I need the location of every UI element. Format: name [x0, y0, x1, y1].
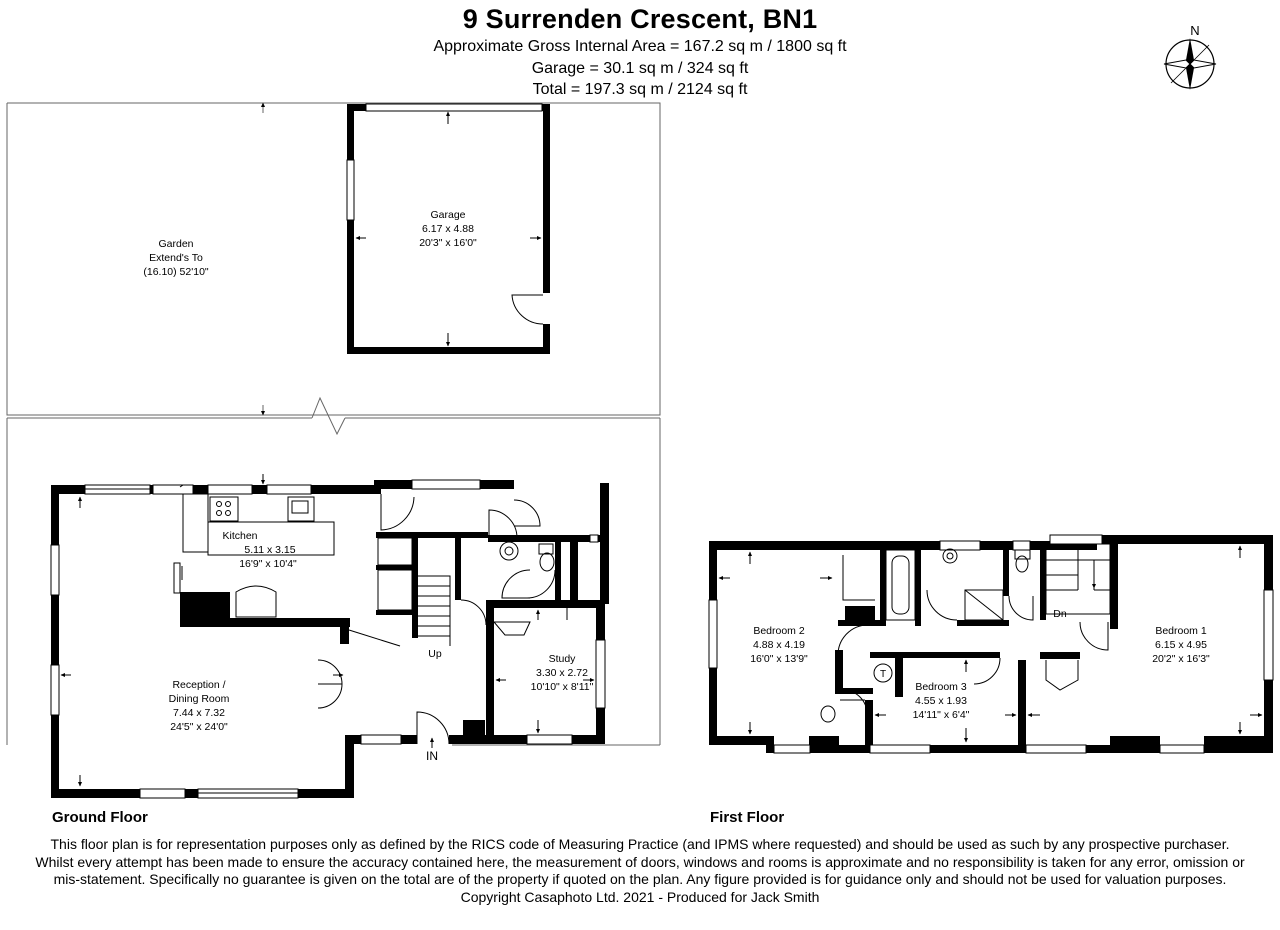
stairs-up-label: Up — [428, 648, 442, 660]
bedroom2-label — [750, 625, 808, 665]
first-floor-label: First Floor — [710, 809, 785, 826]
garden-outline — [7, 103, 660, 745]
study-imperial: 10'10" x 8'11" — [530, 681, 594, 693]
disclaimer — [30, 836, 1250, 906]
bedroom3-metric: 4.55 x 1.93 — [915, 695, 967, 707]
total-area: Total = 197.3 sq m / 2124 sq ft — [532, 81, 748, 98]
bedroom2-metric: 4.88 x 4.19 — [753, 639, 805, 651]
garden-extent-value: (16.10) 52'10" — [143, 266, 209, 278]
reception-imperial: 24'5" x 24'0" — [170, 721, 228, 733]
reception-name: Reception / — [172, 679, 226, 691]
reception-metric: 7.44 x 7.32 — [173, 707, 225, 719]
compass-north-label: N — [1190, 23, 1200, 38]
kitchen-name: Kitchen — [222, 530, 258, 542]
ground-floor-label: Ground Floor — [52, 809, 148, 826]
ground-floor-fittings — [85, 485, 555, 793]
reception-name-line2: Dining Room — [168, 693, 230, 705]
garage-name: Garage — [430, 209, 466, 221]
garden-name: Garden — [158, 238, 194, 250]
garage-area: Garage = 30.1 sq m / 324 sq ft — [531, 60, 749, 77]
kitchen-metric: 5.11 x 3.15 — [244, 544, 296, 556]
kitchen-imperial: 16'9" x 10'4" — [239, 558, 297, 570]
bedroom2-imperial: 16'0" x 13'9" — [750, 653, 808, 665]
bedroom1-name: Bedroom 1 — [1155, 625, 1207, 637]
tank-label: T — [879, 669, 887, 680]
bedroom1-imperial: 20'2" x 16'3" — [1152, 653, 1210, 665]
north-compass-icon — [1164, 23, 1216, 90]
plan-title: 9 Surrenden Crescent, BN1 — [462, 4, 818, 34]
kitchen-label — [222, 530, 297, 570]
ground-floor-walls — [51, 480, 609, 798]
garden-label — [143, 238, 209, 278]
study-name: Study — [548, 653, 576, 665]
bedroom1-label — [1152, 625, 1210, 665]
garage-metric: 6.17 x 4.88 — [422, 223, 474, 235]
garden-extent-label: Extend's To — [149, 252, 203, 264]
study-metric: 3.30 x 2.72 — [536, 667, 588, 679]
bedroom3-label — [913, 681, 970, 721]
ground-floor-windows — [51, 480, 605, 798]
reception-label — [169, 679, 230, 733]
bedroom2-name: Bedroom 2 — [753, 625, 805, 637]
entrance-label: IN — [426, 749, 438, 763]
garage-imperial: 20'3" x 16'0" — [419, 237, 477, 249]
stairs-down-label: Dn — [1053, 608, 1067, 620]
bedroom1-metric: 6.15 x 4.95 — [1155, 639, 1207, 651]
gross-internal-area: Approximate Gross Internal Area = 167.2 sq m / 1800 sq ft — [433, 38, 847, 55]
copyright-text: Copyright Casaphoto Ltd. 2021 - Produced for Jack Smith — [460, 888, 820, 905]
bedroom3-imperial: 14'11" x 6'4" — [912, 709, 970, 721]
garage-label — [419, 209, 477, 249]
disclaimer-text: This floor plan is for representation purposes only as defined by the RICS code of Measuring Practice (and IPMS where requested) and should be used as such by any prospective purchaser. Whilst every attempt has been made to ensure the accuracy contained here, the measurement of doors, windows and rooms is approximate and no responsibility is taken for any error, omission or mis-statement. Specifically no guarantee is given on the total are of the property if quoted on the plan. Any figure provided is for guidance only and should not be used for valuation purposes. — [35, 836, 1245, 887]
bedroom3-name: Bedroom 3 — [915, 681, 967, 693]
study-label — [531, 653, 594, 693]
